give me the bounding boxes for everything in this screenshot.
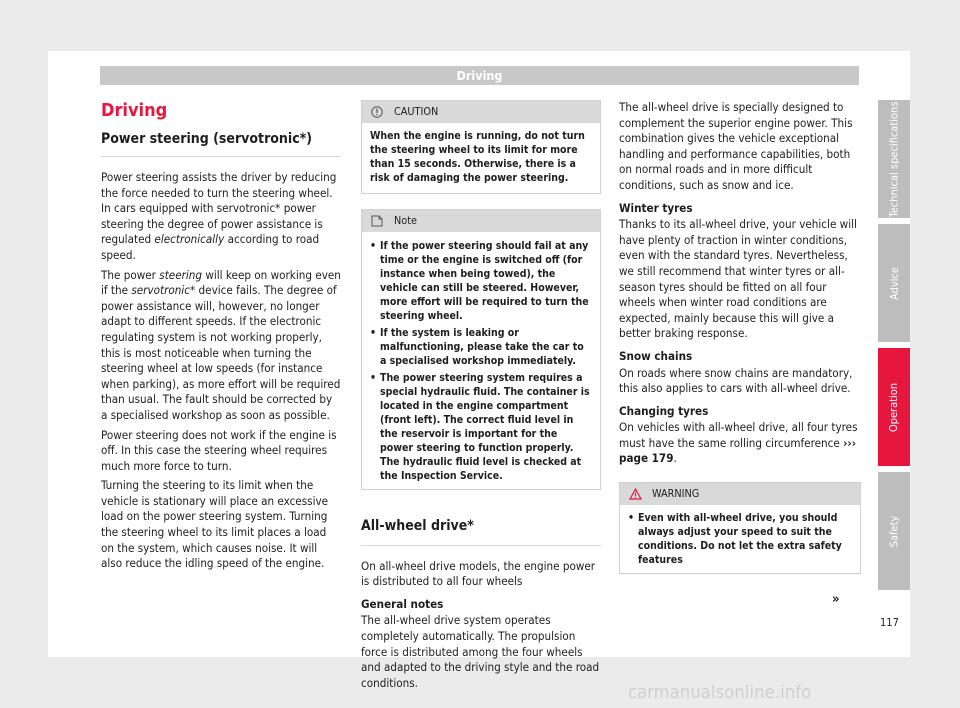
warning-box	[619, 482, 861, 574]
note-header	[362, 210, 600, 232]
section-title: Power steering (servotronic*)	[101, 131, 313, 147]
bullet-icon: •	[628, 512, 635, 525]
paragraph: Turning the steering to its limit when the vehicle is stationary will place an excessive load on the power steering system. Turning the steering wheel to its limit places a load on the system, which causes noise. It will also reduce the idling speed of the engine.	[101, 478, 329, 571]
tab-safety[interactable]: Safety	[878, 472, 910, 590]
running-header: Driving	[100, 66, 859, 85]
chapter-title: Driving	[101, 100, 168, 121]
list-item: • The power steering system requires a special hydraulic fluid. The container is located in the engine compartment (front left). The correct fluid level in the reservoir is important for the power steering to function properly. The hydraulic fluid level is checked at the Inspection Service.	[370, 372, 590, 482]
bullet-icon: •	[370, 372, 377, 384]
note-box	[361, 209, 601, 490]
paragraph: The all-wheel drive is specially designed to complement the superior engine power. This combination gives the vehicle exceptional handling and performance capabilities, both on normal roads and in more difficult conditions, such as snow and ice.	[619, 100, 853, 192]
awd-section-title: All-wheel drive*	[361, 519, 601, 546]
paragraph: The power steering will keep on working even if the servotronic* device fails. The degree of power assistance will, however, no longer adapt to different speeds. If the electronic regulating system is not working properly, this is most noticeable when turning the steering wheel at low speeds (for instance when parking), as more effort will be required than usual. The fault should be corrected by a specialised workshop as soon as possible.	[101, 267, 341, 422]
list-item: • Even with all-wheel drive, you should always adjust your speed to suit the conditions. Do not let the extra safety features	[628, 512, 842, 567]
continue-icon: »	[832, 592, 840, 607]
paragraph: Power steering does not work if the engine is off. In this case the steering wheel requires much more force to turn.	[101, 427, 337, 473]
note-label: Note	[394, 214, 417, 227]
warning-body	[620, 505, 860, 573]
tab-operation[interactable]: Operation	[878, 348, 910, 466]
paragraph: On all-wheel drive models, the engine power is distributed to all four wheels	[361, 558, 596, 589]
caution-label: CAUTION	[394, 105, 439, 118]
warning-header	[620, 483, 860, 505]
subheading: Winter tyres	[619, 200, 693, 215]
caution-box	[361, 100, 601, 194]
section-heading-block	[101, 130, 341, 157]
paragraph: Power steering assists the driver by reducing the force needed to turn the steering wheel. In cars equipped with servotronic* power steering the degree of power assistance is regulated electronically according to road speed.	[101, 170, 337, 262]
bullet-icon: •	[370, 240, 377, 252]
subheading: General notes	[361, 596, 444, 611]
paragraph: The all-wheel drive system operates completely automatically. The propulsion force is distributed among the four wheels and adapted to the driving style and the road conditions.	[361, 613, 600, 690]
note-icon	[370, 214, 384, 228]
warning-label: WARNING	[652, 487, 700, 501]
page-reference-link[interactable]: ››› page 179	[619, 435, 856, 466]
note-body	[362, 232, 600, 489]
column-2	[361, 100, 601, 695]
page-number: 117	[880, 616, 899, 629]
tab-technical-specifications[interactable]: Technical specifications	[878, 100, 910, 218]
column-1	[101, 100, 341, 576]
watermark-text: carmanualsonline.info	[628, 682, 812, 703]
subheading: Snow chains	[619, 348, 693, 363]
warning-icon	[628, 487, 642, 501]
paragraph: On vehicles with all-wheel drive, all four tyres must have the same rolling circumference ››› page 179.	[619, 420, 858, 466]
list-item: • If the system is leaking or malfunctioning, please take the car to a specialised workshop immediately.	[370, 327, 584, 367]
paragraph: Thanks to its all-wheel drive, your vehicle will have plenty of traction in winter conditions, even with the standard tyres. Nevertheless, we still recommend that winter tyres or all-season tyres should be fitted on all four wheels when winter road conditions are expected, mainly because this will give a better braking response.	[619, 217, 857, 341]
subheading: Changing tyres	[619, 403, 709, 418]
bullet-icon: •	[370, 327, 377, 339]
caution-icon	[370, 105, 384, 119]
column-3	[619, 100, 861, 574]
caution-body: When the engine is running, do not turn the steering wheel to its limit for more than 15 seconds. Otherwise, there is a risk of damaging the power steering.	[370, 130, 585, 184]
caution-header	[362, 101, 600, 123]
list-item: • If the power steering should fail at any time or the engine is switched off (for instance when being towed), the vehicle can still be steered. However, more effort will be required to turn the steering wheel.	[370, 240, 589, 322]
tab-advice[interactable]: Advice	[878, 224, 910, 342]
paragraph: On roads where snow chains are mandatory, this also applies to cars with all-wheel drive.	[619, 365, 853, 396]
